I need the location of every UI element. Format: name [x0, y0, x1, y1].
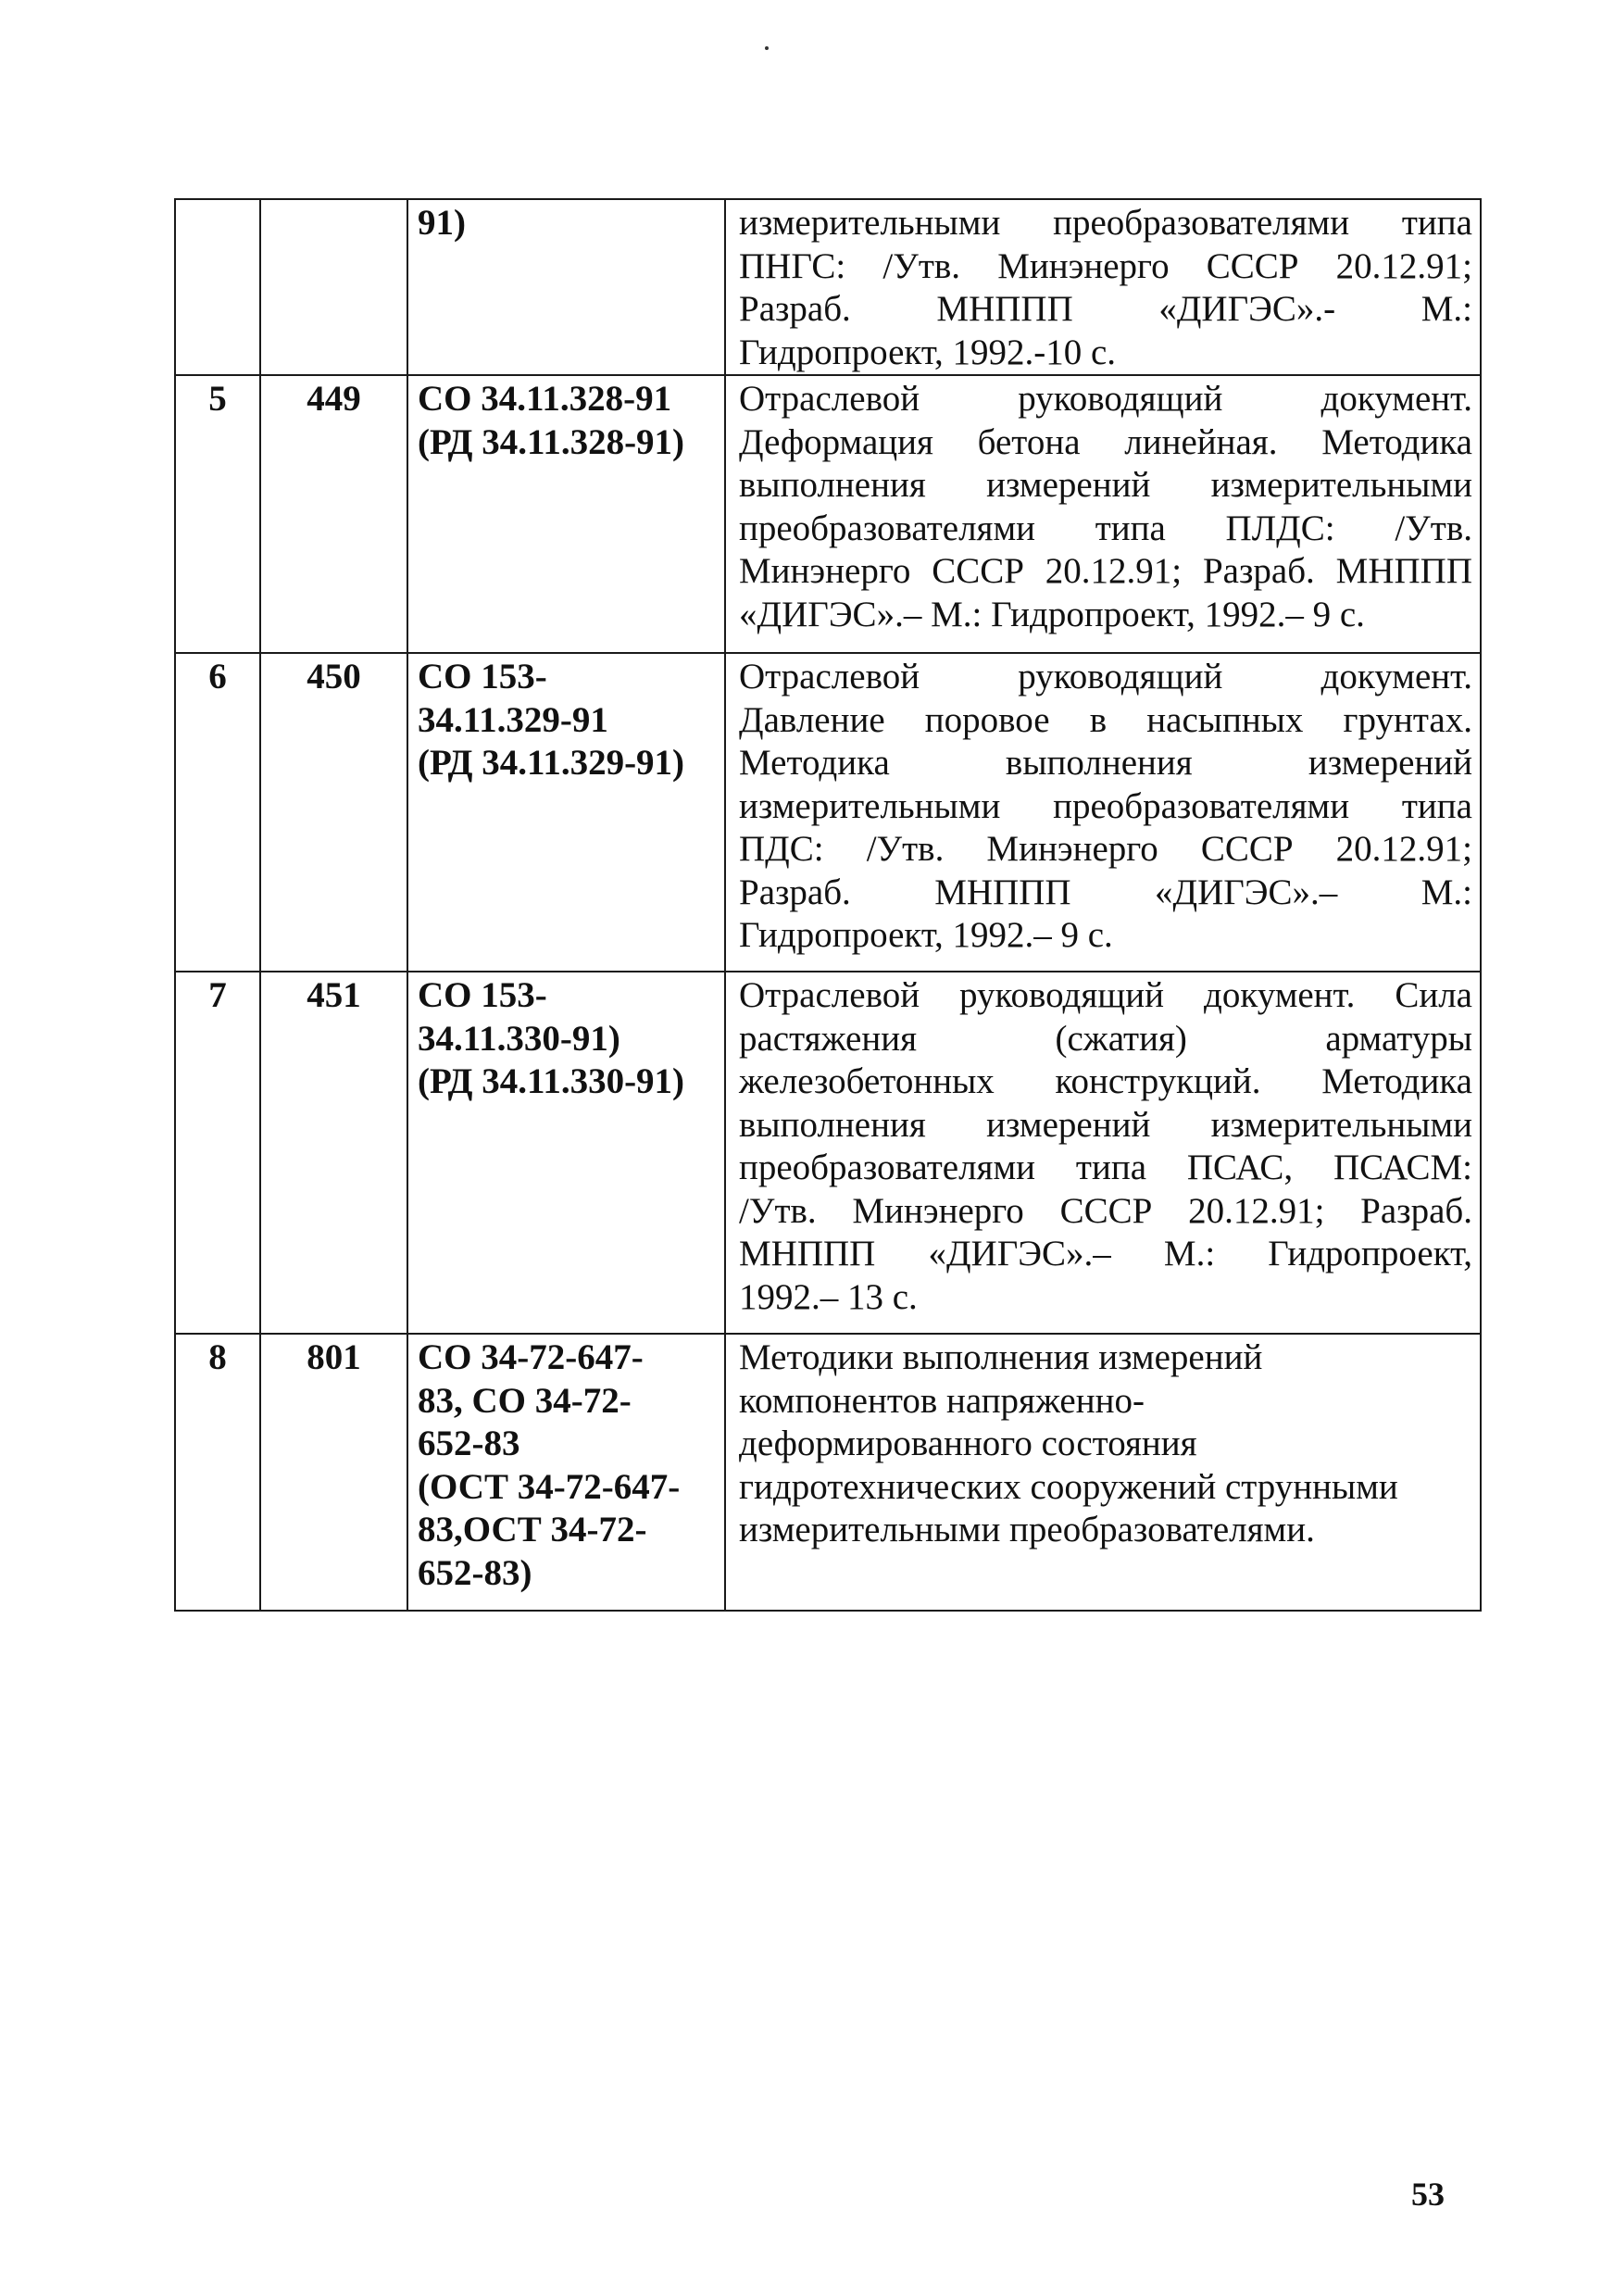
description-line: «ДИГЭС».– М.: Гидропроект, 1992.– 9 с. [739, 594, 1365, 634]
document-id-cell [260, 199, 407, 375]
row-number-cell: 7 [175, 972, 260, 1334]
document-description-cell [725, 375, 1481, 653]
document-id-cell: 801 [260, 1334, 407, 1611]
description-line: Гидропроект, 1992.– 9 с. [739, 915, 1113, 955]
description-line: Отраслевой руководящий документ. Сила [739, 975, 1472, 1015]
description-line: измерительными преобразователями типа [739, 203, 1472, 243]
description-line: выполнения измерений измерительными [739, 465, 1472, 505]
description-line: измерительными преобразователями. [739, 1510, 1315, 1549]
description-line: выполнения измерений измерительными [739, 1104, 1472, 1145]
description-line: деформированного состояния [739, 1424, 1197, 1463]
description-line: измерительными преобразователями типа [739, 785, 1472, 826]
code-line: 83,ОСТ 34-72- [418, 1510, 647, 1549]
document-code-cell [407, 199, 725, 375]
code-line: (РД 34.11.329-91) [418, 743, 685, 783]
document-description-cell [725, 199, 1481, 375]
row-number-cell: 8 [175, 1334, 260, 1611]
description-line: Отраслевой руководящий документ. [739, 379, 1472, 419]
table-body [175, 199, 1481, 1611]
code-line: 91) [418, 203, 466, 243]
table-row [175, 1334, 1481, 1611]
table-row [175, 972, 1481, 1334]
document-id-cell: 450 [260, 653, 407, 972]
row-number-cell [175, 199, 260, 375]
code-line: 83, СО 34-72- [418, 1380, 632, 1421]
document-description-cell [725, 653, 1481, 972]
code-line: (ОСТ 34-72-647- [418, 1466, 681, 1507]
code-line: 34.11.329-91 [418, 699, 608, 740]
standards-table [174, 198, 1482, 1612]
document-code-cell [407, 375, 725, 653]
document-code-cell [407, 972, 725, 1334]
description-line: Деформация бетона линейная. Методика [739, 421, 1472, 462]
description-line: Давление поровое в насыпных грунтах. [739, 699, 1472, 740]
description-line: ПНГС: /Утв. Минэнерго СССР 20.12.91; [739, 245, 1472, 286]
scan-speck [765, 46, 769, 50]
document-description-cell [725, 1334, 1481, 1611]
document-id-cell: 451 [260, 972, 407, 1334]
page-number: 53 [1411, 2176, 1445, 2213]
description-line: Минэнерго СССР 20.12.91; Разраб. МНППП [739, 551, 1472, 591]
description-line: Методика выполнения измерений [739, 743, 1472, 783]
description-line: Разраб. МНППП «ДИГЭС».- М.: [739, 289, 1472, 329]
document-description-cell [725, 972, 1481, 1334]
description-line: /Утв. Минэнерго СССР 20.12.91; Разраб. [739, 1190, 1472, 1231]
description-line: Гидропроект, 1992.-10 с. [739, 332, 1117, 372]
description-line: преобразователями типа ПСАС, ПСАСМ: [739, 1148, 1472, 1187]
row-number-cell: 5 [175, 375, 260, 653]
description-line: ПДС: /Утв. Минэнерго СССР 20.12.91; [739, 829, 1472, 869]
code-line: 34.11.330-91) [418, 1018, 620, 1059]
description-line: преобразователями типа ПЛДС: /Утв. [739, 508, 1472, 548]
code-line: СО 153- [418, 975, 547, 1015]
code-line: 652-83 [418, 1424, 520, 1463]
description-line: МНППП «ДИГЭС».– М.: Гидропроект, [739, 1234, 1472, 1273]
description-line: Отраслевой руководящий документ. [739, 657, 1472, 696]
description-line: железобетонных конструкций. Методика [739, 1061, 1472, 1101]
document-code-cell [407, 1334, 725, 1611]
code-line: 652-83) [418, 1552, 532, 1593]
description-line: растяжения (сжатия) арматуры [739, 1018, 1472, 1059]
row-number-cell: 6 [175, 653, 260, 972]
code-line: СО 34.11.328-91 [418, 379, 672, 419]
table-row [175, 199, 1481, 375]
document-id-cell: 449 [260, 375, 407, 653]
description-line: компонентов напряженно- [739, 1380, 1145, 1421]
description-line: 1992.– 13 с. [739, 1276, 918, 1317]
description-line: Методики выполнения измерений [739, 1337, 1263, 1377]
table-row [175, 653, 1481, 972]
code-line: (РД 34.11.328-91) [418, 421, 685, 462]
table-row [175, 375, 1481, 653]
code-line: (РД 34.11.330-91) [418, 1061, 685, 1101]
code-line: СО 153- [418, 657, 547, 696]
description-line: Разраб. МНППП «ДИГЭС».– М.: [739, 872, 1472, 912]
document-code-cell [407, 653, 725, 972]
code-line: СО 34-72-647- [418, 1337, 644, 1377]
description-line: гидротехнических сооружений струнными [739, 1466, 1398, 1507]
